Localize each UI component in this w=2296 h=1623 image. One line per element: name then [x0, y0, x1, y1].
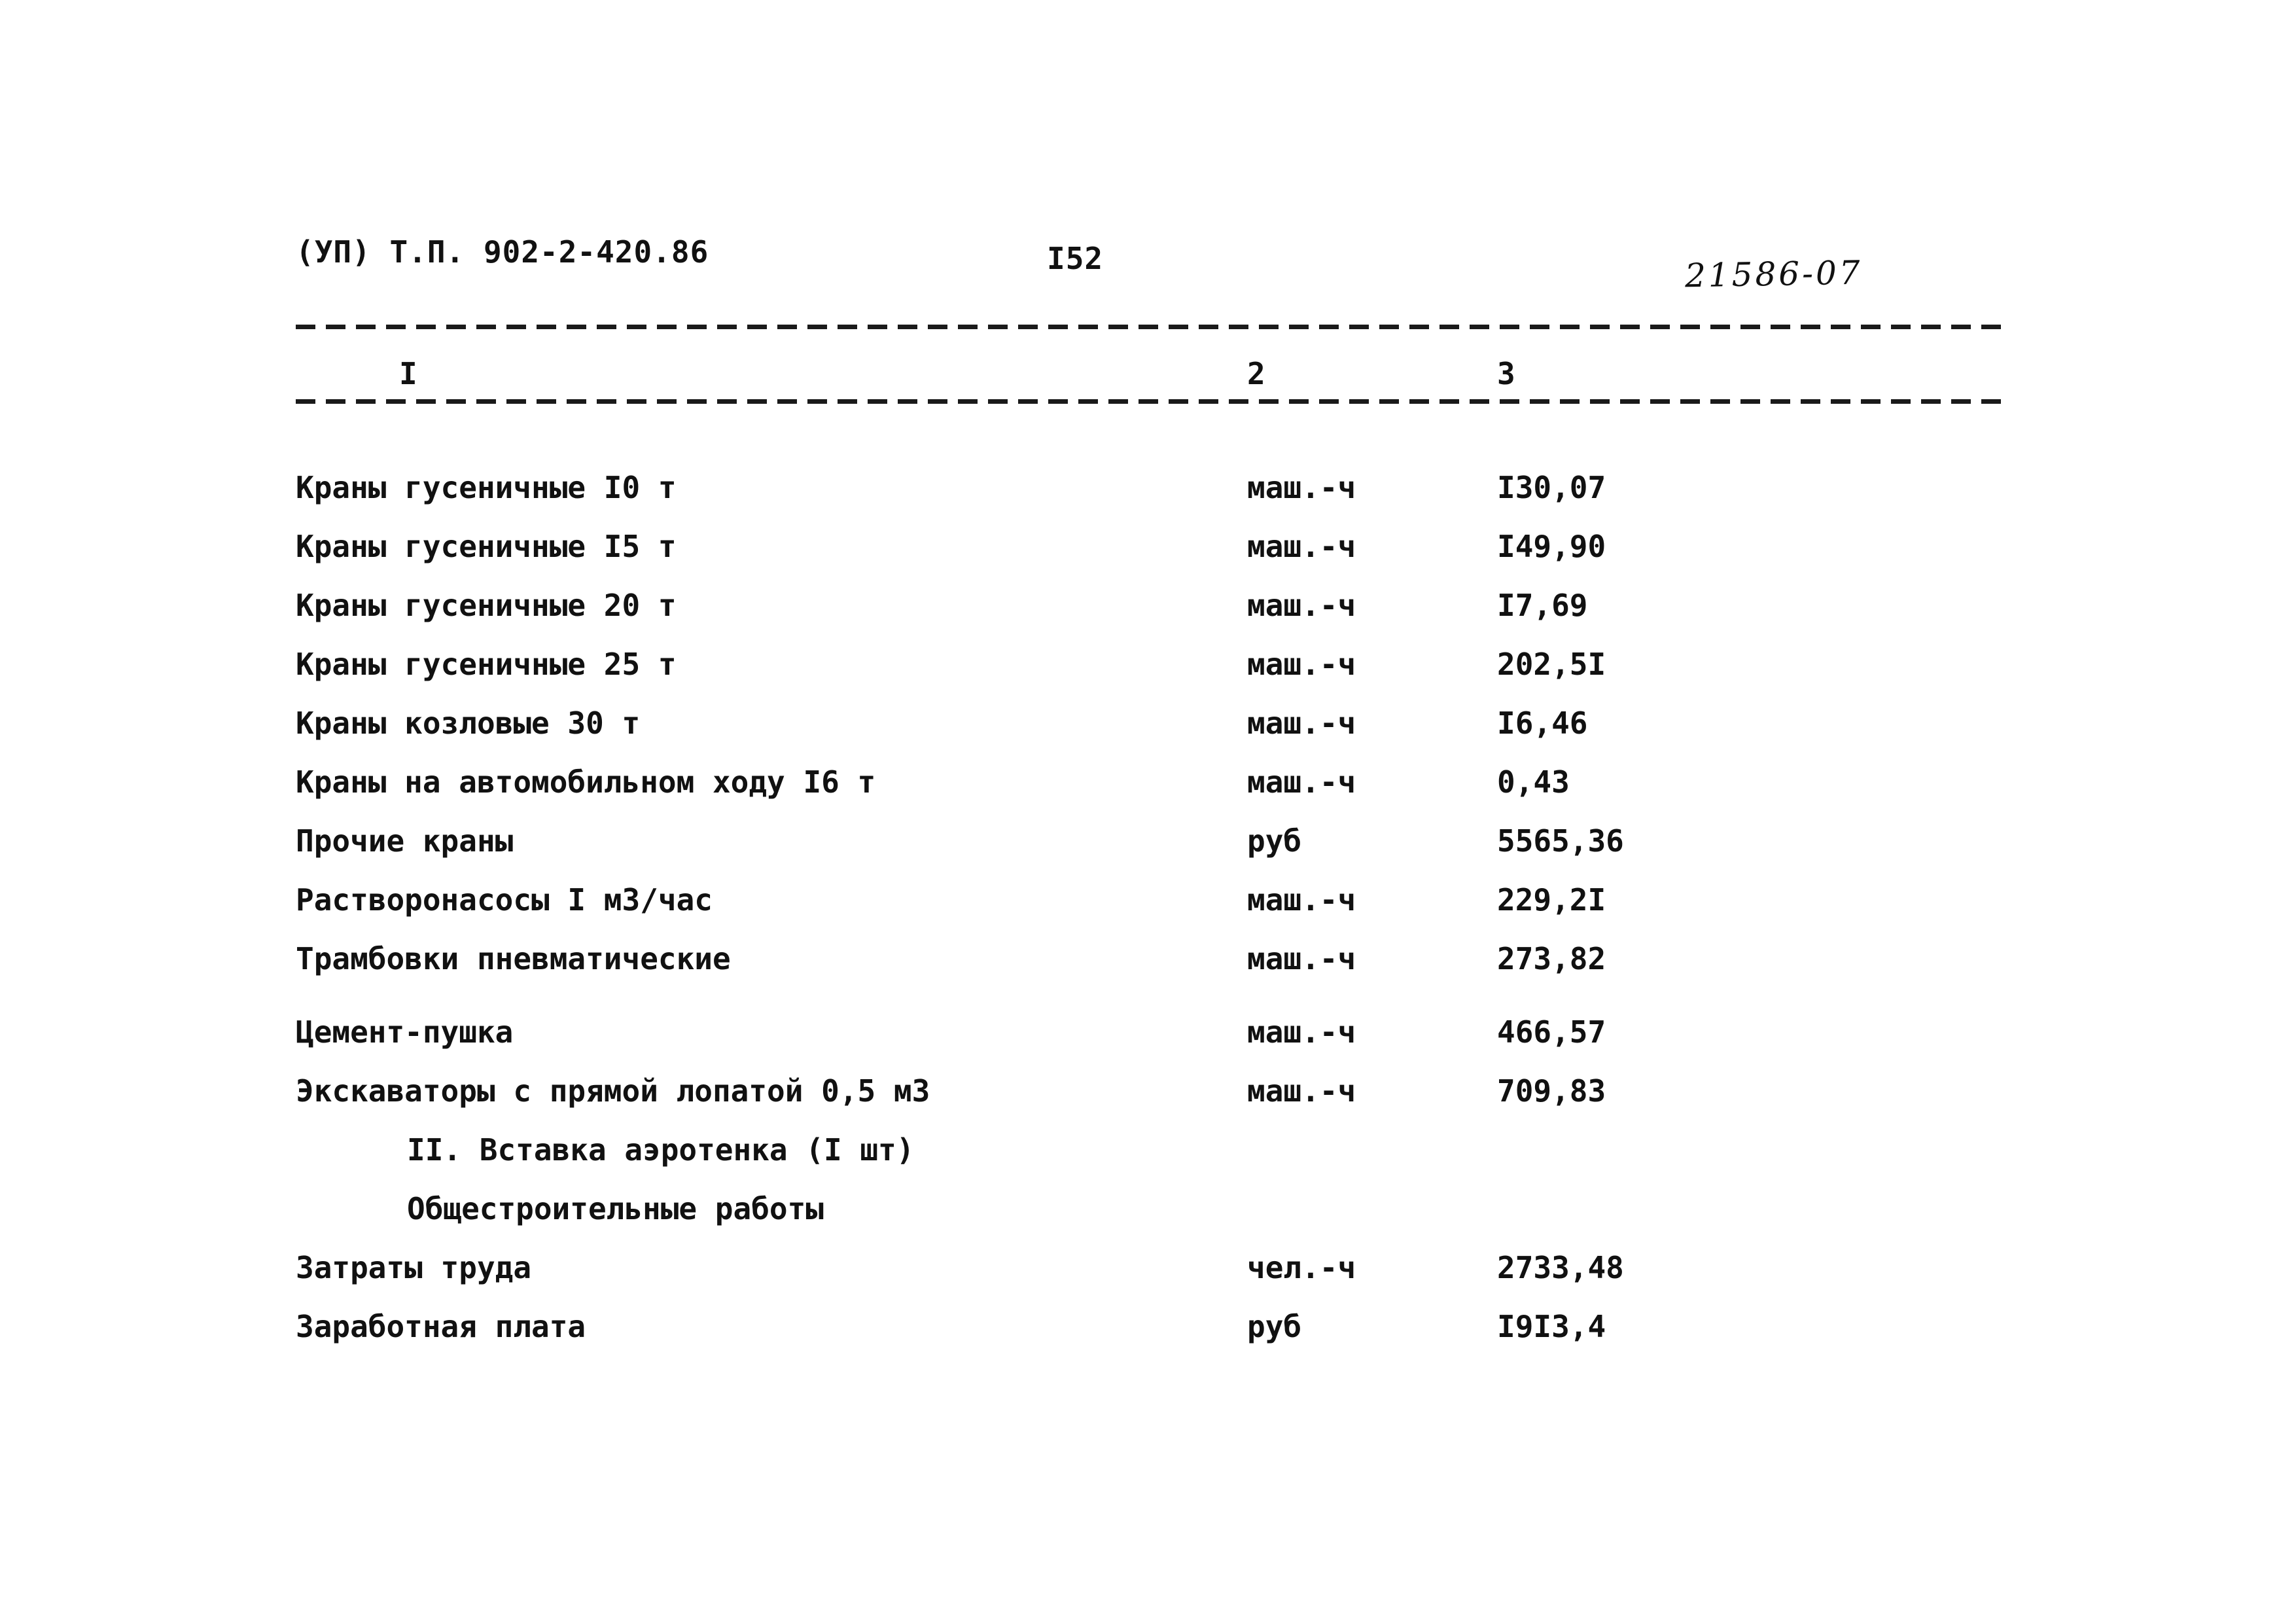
- row-unit: маш.-ч: [1247, 764, 1356, 800]
- dashed-rule-bottom: [296, 399, 2010, 404]
- row-name: Трамбовки пневматические: [296, 941, 731, 976]
- row-unit: маш.-ч: [1247, 882, 1356, 918]
- row-unit: маш.-ч: [1247, 1073, 1356, 1109]
- row-unit: руб: [1247, 1309, 1302, 1344]
- row-name: Цемент-пушка: [296, 1014, 514, 1050]
- table-row: [296, 470, 2010, 529]
- row-value: I7,69: [1497, 588, 1588, 623]
- column-header-2: 2: [1247, 356, 1265, 391]
- column-header-3: 3: [1497, 356, 1515, 391]
- row-value: 0,43: [1497, 764, 1570, 800]
- row-name: Затраты труда: [296, 1250, 532, 1285]
- row-name: Заработная плата: [296, 1309, 586, 1344]
- section-subtitle: Общестроительные работы: [407, 1191, 824, 1226]
- handwritten-inventory-number: 21586-07: [1684, 253, 1863, 295]
- row-name: Краны гусеничные 20 т: [296, 588, 677, 623]
- table-row: [296, 647, 2010, 705]
- section-title: II. Вставка аэротенка (I шт): [407, 1132, 915, 1168]
- row-unit: маш.-ч: [1247, 941, 1356, 976]
- table-row: [296, 1073, 2010, 1132]
- row-value: 202,5I: [1497, 647, 1606, 682]
- table-row: [296, 1250, 2010, 1309]
- table-row: [296, 764, 2010, 823]
- row-name: Краны козловые 30 т: [296, 705, 641, 741]
- row-name: Краны на автомобильном ходу I6 т: [296, 764, 876, 800]
- row-name: Краны гусеничные 25 т: [296, 647, 677, 682]
- row-unit: маш.-ч: [1247, 588, 1356, 623]
- row-name: Краны гусеничные I0 т: [296, 470, 677, 505]
- row-value: 709,83: [1497, 1073, 1606, 1109]
- row-unit: маш.-ч: [1247, 1014, 1356, 1050]
- row-value: 2733,48: [1497, 1250, 1624, 1285]
- document-code: (УП) Т.П. 902-2-420.86: [296, 234, 709, 270]
- table-row: [296, 1309, 2010, 1368]
- table-row: [296, 529, 2010, 588]
- dashed-rule-top: [296, 325, 2010, 329]
- row-value: I6,46: [1497, 705, 1588, 741]
- row-unit: чел.-ч: [1247, 1250, 1356, 1285]
- row-value: 5565,36: [1497, 823, 1624, 859]
- row-name: Прочие краны: [296, 823, 514, 859]
- table-row: [296, 941, 2010, 1000]
- table-row: [296, 705, 2010, 764]
- table-row: [296, 588, 2010, 647]
- table-row: [296, 882, 2010, 941]
- row-value: I30,07: [1497, 470, 1606, 505]
- row-unit: маш.-ч: [1247, 705, 1356, 741]
- row-unit: маш.-ч: [1247, 529, 1356, 564]
- row-value: I49,90: [1497, 529, 1606, 564]
- row-value: 229,2I: [1497, 882, 1606, 918]
- row-name: Экскаваторы с прямой лопатой 0,5 м3: [296, 1073, 930, 1109]
- row-name: Краны гусеничные I5 т: [296, 529, 677, 564]
- section-heading: [296, 1132, 2010, 1191]
- row-unit: маш.-ч: [1247, 647, 1356, 682]
- row-name: Растворонасосы I м3/час: [296, 882, 713, 918]
- page-number: I52: [1047, 241, 1104, 276]
- resource-table: [296, 470, 2010, 1368]
- row-unit: руб: [1247, 823, 1302, 859]
- table-row: [296, 823, 2010, 882]
- row-unit: маш.-ч: [1247, 470, 1356, 505]
- row-value: 273,82: [1497, 941, 1606, 976]
- row-value: I9I3,4: [1497, 1309, 1606, 1344]
- column-header-1: I: [399, 356, 417, 391]
- section-subheading: [296, 1191, 2010, 1250]
- table-row: [296, 1014, 2010, 1073]
- row-value: 466,57: [1497, 1014, 1606, 1050]
